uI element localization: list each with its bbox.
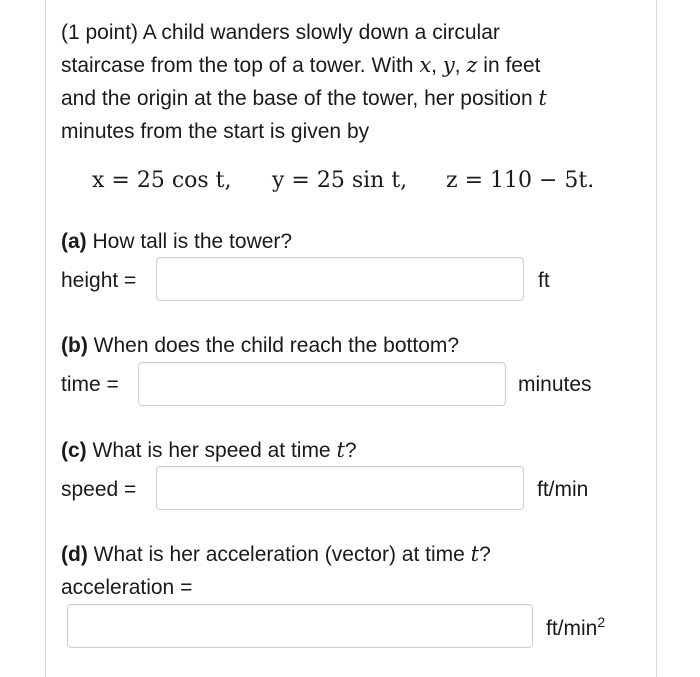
height-label: height = <box>61 269 137 292</box>
intro-line-3 <box>61 82 547 115</box>
comma: , <box>431 54 443 77</box>
height-unit: ft <box>538 269 550 292</box>
part-d-letter: (d) <box>61 543 88 566</box>
equation-z: z = 110 − 5t. <box>446 168 595 193</box>
intro-line-1: (1 point) A child wanders slowly down a circular <box>61 21 500 44</box>
intro-text: and the origin at the base of the tower, her position <box>61 87 539 110</box>
unit-base: ft/min <box>546 617 598 640</box>
problem-statement <box>61 16 547 148</box>
equation-x: x = 25 cos t, <box>92 168 232 193</box>
part-c-text: What is her speed at time <box>86 439 337 462</box>
part-b-letter: (b) <box>61 334 88 357</box>
var-t: t <box>336 438 345 462</box>
part-b-question <box>61 329 459 362</box>
part-c-text: ? <box>344 439 357 462</box>
intro-line-4: minutes from the start is given by <box>61 120 370 143</box>
var-z: z <box>466 53 478 77</box>
speed-input[interactable] <box>156 466 524 510</box>
var-t: t <box>470 542 480 566</box>
speed-unit: ft/min <box>537 478 589 501</box>
unit-exponent: 2 <box>597 614 606 630</box>
acceleration-unit <box>546 614 605 641</box>
acceleration-input[interactable] <box>67 604 533 648</box>
part-a-text: How tall is the tower? <box>86 230 293 253</box>
intro-text: in feet <box>477 54 541 77</box>
intro-text: staircase from the top of a tower. With <box>61 54 420 77</box>
part-b-text: When does the child reach the bottom? <box>87 334 460 357</box>
comma: , <box>454 54 467 77</box>
part-d-text: ? <box>479 543 491 566</box>
part-c-question <box>61 434 357 467</box>
part-d-question <box>61 538 491 571</box>
speed-label: speed = <box>61 478 137 501</box>
equation-y: y = 25 sin t, <box>272 168 408 193</box>
time-input[interactable] <box>138 362 506 406</box>
var-x: x <box>419 53 432 77</box>
time-unit: minutes <box>518 373 592 396</box>
part-a-letter: (a) <box>61 230 87 253</box>
var-t: t <box>538 86 547 110</box>
intro-line-2 <box>61 49 547 82</box>
acceleration-label: acceleration = <box>61 576 193 599</box>
part-c-letter: (c) <box>61 439 87 462</box>
height-input[interactable] <box>156 257 524 301</box>
part-d-text: What is her acceleration (vector) at time <box>87 543 471 566</box>
var-y: y <box>442 53 455 77</box>
time-label: time = <box>61 373 119 396</box>
part-a-question <box>61 225 292 258</box>
